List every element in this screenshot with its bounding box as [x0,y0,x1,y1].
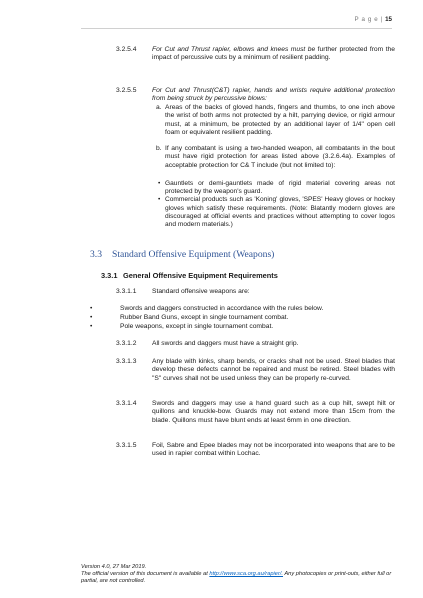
list-item-text: Commercial products such as 'Koning' gloves, 'SPES' Heavy gloves or hockey gloves which satisfy these requirements. (Note: Blatantly modern gloves are discouraged at official events and practices without attempting to cover logos and modern materials.) [165,196,395,229]
clause-33113 [152,358,395,383]
list-item-text: Pole weapons, except in single tournament combat. [120,323,274,330]
clause-3255-item-a [156,104,395,137]
clause-number-33113: 3.3.1.3 [116,358,137,365]
section-heading-3-3 [90,249,274,260]
clause-number-33115: 3.3.1.5 [116,442,137,449]
bullet-icon: • [158,196,161,204]
item-a-label: a. [156,104,162,111]
header-rule [81,28,392,29]
clause-33112 [152,340,395,348]
clause-number-3254: 3.2.5.4 [116,46,137,53]
bullet-icon: • [90,323,93,330]
clause-3255-intro [152,87,395,104]
subsection-title: General Offensive Equipment Requirements [123,271,278,280]
bullet-icon: • [158,180,161,187]
clause-3255-item-b [156,145,395,170]
item-b-label: b. [156,145,162,152]
section-title: Standard Offensive Equipment (Weapons) [112,249,275,260]
section-number: 3.3 [90,249,102,260]
clause-33115 [152,442,395,459]
list-item-text: Gauntlets or demi-gauntlets made of rigid material covering areas not protected by the weapon's guard. [165,180,395,196]
page-number: 15 [385,16,392,23]
subsection-heading-3-3-1 [101,271,278,280]
control-note [81,571,395,585]
bullet-icon: • [90,314,93,321]
clause-33113-text: Any blade with kinks, sharp bends, or cracks shall not be used. Steel blades that develop these defects cannot be repaired and must be retired. Steel blades with "S" curves shall not be used unless they can be properly re-curved. [152,358,395,382]
clause-33112-text: All swords and daggers must have a straight grip. [152,340,299,347]
clause-33114-text: Swords and daggers may use a hand guard such as a cup hilt, swept hilt or quillons and knuckle-bow. Guards may not extend more than 15cm from the blade. Quillons must have blunt ends at least 6mm in one direction. [152,400,395,424]
list-item-text: Swords and daggers constructed in accordance with the rules below. [120,305,324,312]
item-a-text: Areas of the backs of gloved hands, fingers and thumbs, to one inch above the wrist of both arms not protected by a hilt, parrying device, or rigid armour must, at a minimum, be protected by an additional layer of 1/4" open cell foam or equivalent resilient padding. [165,104,395,136]
list-item-text: Rubber Band Guns, except in single tournament combat. [120,314,289,321]
clause-33111 [152,288,395,296]
page-label: P a g e | [354,16,383,23]
rapier-page-link[interactable]: http://www.sca.org.au/rapier/. [209,570,284,577]
clause-number-3255: 3.2.5.5 [116,87,137,94]
list-item [157,196,395,229]
bullet-icon: • [90,305,93,312]
page-number-header [355,16,392,23]
list-item [157,180,395,196]
item-b-text: If any combatant is using a two-handed weapon, all combatants in the bout must have rigid protection for areas listed above (3.2.6.4a). Examples of acceptable protection for C& T include (but not limited to): [165,145,395,169]
clause-3254 [152,46,395,63]
clause-3255-intro-text: For Cut and Thrust(C&T) rapier, hands and wrists require additional protection from being struck by percussive blows: [152,87,395,103]
page-footer [81,564,395,585]
clause-number-33114: 3.3.1.4 [116,400,137,407]
clause-33114 [152,400,395,425]
clause-3254-lead: For Cut and Thrust rapier, elbows and knees must be [152,46,316,53]
clause-33111-text: Standard offensive weapons are: [152,288,250,295]
control-note-post: Any photocopies or print-outs, either full or partial, are not controlled. [81,570,392,584]
subsection-number: 3.3.1 [101,271,118,280]
version-note: Version 4.0, 27 Mar 2019. [81,564,147,570]
clause-33115-text: Foil, Sabre and Epee blades may not be incorporated into weapons that are to be used in rapier combat within Lochac. [152,442,395,458]
glove-examples-list [157,180,395,229]
control-note-pre: The official version of this document is available at [81,570,210,577]
clause-number-33112: 3.3.1.2 [116,340,137,347]
clause-3254-rest: further protected from the impact of percussive cuts by a minimum of resilient padding. [152,46,395,62]
clause-number-33111: 3.3.1.1 [116,288,137,295]
